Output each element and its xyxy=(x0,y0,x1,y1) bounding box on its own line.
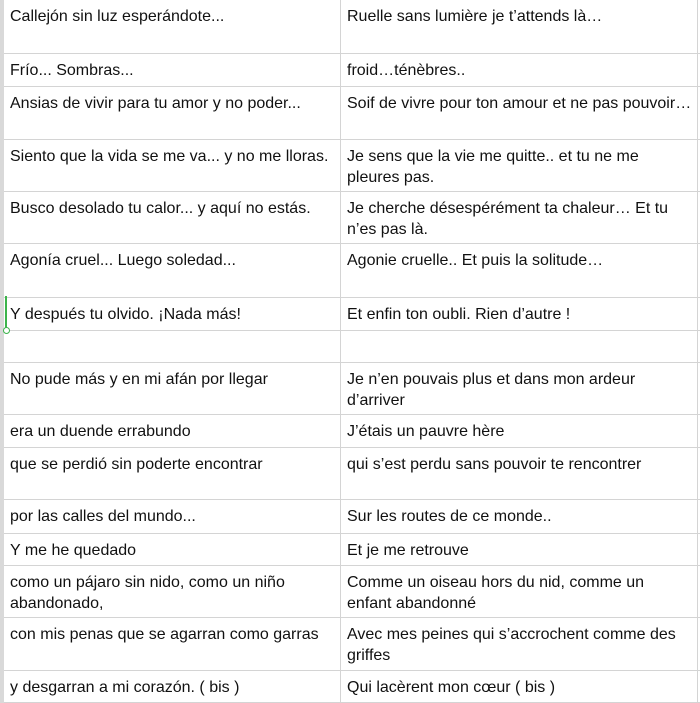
spanish-cell[interactable]: Y después tu olvido. ¡Nada más! xyxy=(10,306,241,323)
french-cell[interactable]: Avec mes peines qui s’accrochent comme des griffes xyxy=(347,626,676,664)
table-row xyxy=(4,671,700,703)
spanish-cell[interactable]: como un pájaro sin nido, como un niño abandonado, xyxy=(10,574,285,612)
spanish-cell[interactable]: Busco desolado tu calor... y aquí no estás. xyxy=(10,200,311,217)
table-row xyxy=(4,192,700,244)
table-row xyxy=(4,244,700,298)
table-row xyxy=(4,298,700,331)
spanish-cell[interactable]: Y me he quedado xyxy=(10,542,137,559)
table-row xyxy=(4,0,700,54)
french-cell[interactable]: Agonie cruelle.. Et puis la solitude… xyxy=(347,252,604,269)
french-cell[interactable]: Je n’en pouvais plus et dans mon ardeur d’arriver xyxy=(347,371,636,409)
french-cell[interactable]: J’étais un pauvre hère xyxy=(347,423,505,440)
french-cell[interactable]: Et je me retrouve xyxy=(347,542,469,559)
table-row xyxy=(4,534,700,566)
table-row xyxy=(4,415,700,448)
table-row xyxy=(4,363,700,415)
french-cell[interactable]: froid…ténèbres.. xyxy=(347,62,466,79)
spanish-cell[interactable]: por las calles del mundo... xyxy=(10,508,196,525)
french-cell[interactable]: Je sens que la vie me quitte.. et tu ne me pleures pas. xyxy=(347,148,639,186)
spanish-cell[interactable]: era un duende errabundo xyxy=(10,423,191,440)
table-row xyxy=(4,566,700,618)
selection-cursor[interactable] xyxy=(5,296,7,331)
spanish-cell[interactable]: que se perdió sin poderte encontrar xyxy=(10,456,263,473)
table-row xyxy=(4,140,700,192)
spanish-cell[interactable]: No pude más y en mi afán por llegar xyxy=(10,371,268,388)
table-row xyxy=(4,87,700,140)
selection-handle[interactable] xyxy=(3,327,10,334)
french-cell[interactable]: Comme un oiseau hors du nid, comme un enfant abandonné xyxy=(347,574,645,612)
french-cell[interactable]: Sur les routes de ce monde.. xyxy=(347,508,552,525)
spanish-cell[interactable]: Callejón sin luz esperándote... xyxy=(10,8,225,25)
table-row xyxy=(4,448,700,500)
french-cell[interactable]: Et enfin ton oubli. Rien d’autre ! xyxy=(347,306,571,323)
spanish-cell[interactable]: Siento que la vida se me va... y no me lloras. xyxy=(10,148,329,165)
table-row xyxy=(4,618,700,671)
spanish-cell[interactable]: Agonía cruel... Luego soledad... xyxy=(10,252,236,269)
table-row xyxy=(4,331,700,363)
table-row xyxy=(4,54,700,87)
french-cell[interactable]: Ruelle sans lumière je t’attends là… xyxy=(347,8,603,25)
spanish-cell[interactable] xyxy=(4,331,340,362)
french-cell[interactable]: qui s’est perdu sans pouvoir te rencontrer xyxy=(347,456,642,473)
spanish-cell[interactable]: y desgarran a mi corazón. ( bis ) xyxy=(10,679,240,696)
french-cell[interactable]: Je cherche désespérément ta chaleur… Et tu n’es pas là. xyxy=(347,200,669,238)
french-cell[interactable] xyxy=(341,331,698,362)
spanish-cell[interactable]: con mis penas que se agarran como garras xyxy=(10,626,319,643)
table-row xyxy=(4,500,700,534)
spanish-cell[interactable]: Ansias de vivir para tu amor y no poder... xyxy=(10,95,301,112)
french-cell[interactable]: Soif de vivre pour ton amour et ne pas pouvoir… xyxy=(347,95,692,112)
french-cell[interactable]: Qui lacèrent mon cœur ( bis ) xyxy=(347,679,556,696)
spanish-cell[interactable]: Frío... Sombras... xyxy=(10,62,134,79)
